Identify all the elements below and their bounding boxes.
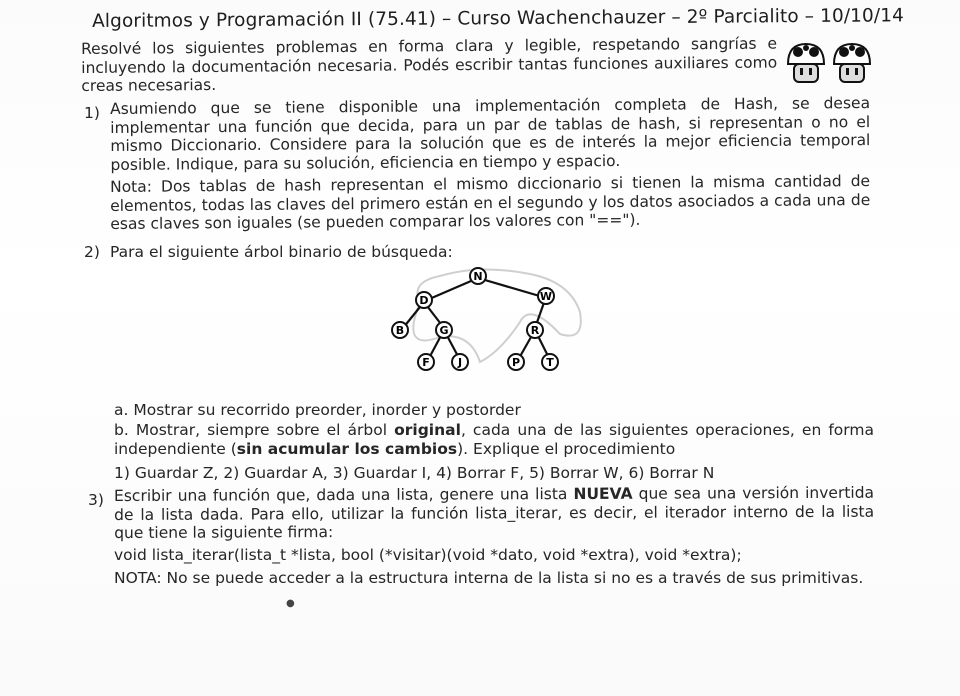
part-b-text: ). Explique el procedimiento: [457, 439, 676, 458]
tree-node-label: F: [422, 356, 430, 369]
mushroom-icon: [834, 44, 870, 82]
tree-node-W: [538, 288, 554, 304]
part-b-bold-sin-acumular: sin acumular los cambios: [236, 439, 458, 458]
tree-node-R: [527, 322, 543, 338]
tree-node-label: B: [395, 324, 405, 337]
ink-mark: ●: [286, 598, 295, 609]
question-2-part-b: [114, 421, 874, 458]
tree-node-G: [436, 322, 452, 338]
tree-node-B: [392, 322, 408, 338]
question-3-signature: void lista_iterar(lista_t *lista, bool (*visitar)(void *dato, void *extra), void *extra);: [114, 546, 742, 564]
question-2-part-a: a. Mostrar su recorrido preorder, inorder y postorder: [114, 401, 521, 419]
part-b-text: , cada una de las siguientes operaciones, en forma independiente (: [114, 421, 874, 458]
tree-node-label: N: [473, 270, 483, 283]
part-b-text: b. Mostrar, siempre sobre el árbol: [114, 421, 395, 439]
question-1-note: Nota: Dos tablas de hash representan el mismo diccionario si tienen la misma cantidad de elementos, todas las claves del primero están en el segundo y los datos asociados a cada una de esas claves son iguales (se pueden comparar los valores con "==").: [110, 172, 871, 233]
question-3-number: 3): [88, 491, 104, 509]
tree-node-label: T: [546, 356, 554, 369]
tree-node-label: P: [511, 356, 521, 369]
question-2-operations: 1) Guardar Z, 2) Guardar A, 3) Guardar I, 4) Borrar F, 5) Borrar W, 6) Borrar N: [114, 464, 715, 482]
tree-node-label: D: [419, 294, 429, 307]
mushroom-icons: [784, 40, 874, 86]
tree-node-J: [452, 354, 468, 370]
tree-node-F: [418, 354, 434, 370]
mushroom-icon: [788, 44, 824, 82]
question-3-text: [114, 484, 874, 543]
tree-node-label: R: [530, 324, 540, 337]
tree-node-D: [416, 292, 432, 308]
question-3-bold-nueva: NUEVA: [573, 484, 633, 503]
tree-node-label: G: [439, 324, 449, 337]
question-3-text-part: Escribir una función que, dada una lista, genere una lista: [114, 484, 574, 505]
question-2-text: Para el siguiente árbol binario de búsqueda:: [110, 243, 453, 261]
tree-node-label: W: [539, 290, 553, 303]
instructions-paragraph: Resolvé los siguientes problemas en forma clara y legible, respetando sangrías e incluyendo la documentación necesaria. Podés escribir tantas funciones auxiliares como creas necesarias.: [81, 34, 778, 95]
tree-node-N: [470, 268, 486, 284]
part-b-bold-original: original: [394, 421, 461, 439]
tree-node-T: [542, 354, 558, 370]
question-1-text: Asumiendo que se tiene disponible una implementación completa de Hash, se desea implementar una función que decida, para un par de tablas de hash, si representan o no el mismo Diccionario. Considere para la solución que es de interés la mejor eficiencia temporal posible. Indique, para su solución, eficiencia en tiempo y espacio.: [110, 94, 871, 174]
question-2-number: 2): [84, 243, 100, 261]
tree-node-P: [508, 354, 524, 370]
question-3-text-part: que sea una versión invertida de la lista dada. Para ello, utilizar la función lista_iterar, es decir, el iterador interno de la lista que tiene la siguiente firma:: [114, 483, 875, 542]
binary-search-tree: [380, 262, 590, 382]
question-1-number: 1): [84, 104, 100, 122]
tree-node-label: J: [457, 356, 463, 369]
question-3-nota: NOTA: No se puede acceder a la estructura interna de la lista si no es a través de sus primitivas.: [114, 569, 864, 587]
exam-title: Algoritmos y Programación II (75.41) – Curso Wachenchauzer – 2º Parcialito – 10/10/14: [92, 5, 905, 32]
